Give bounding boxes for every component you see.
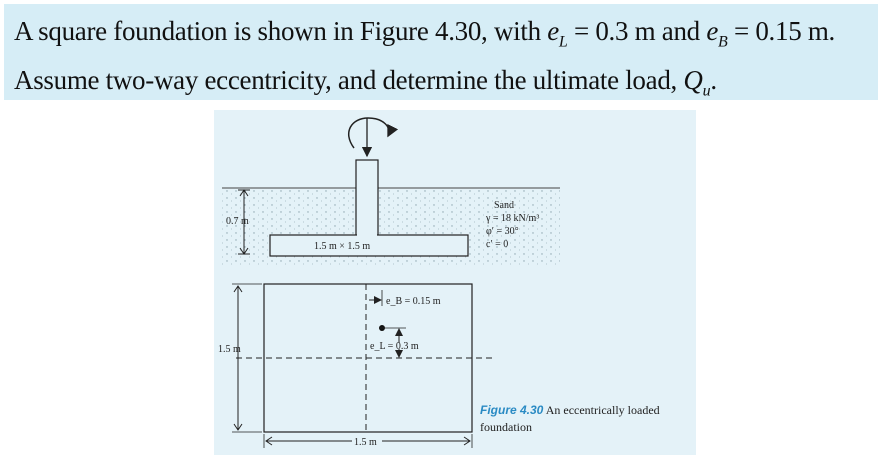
figure-caption — [480, 402, 700, 436]
eB-symbol: e — [706, 16, 719, 46]
eL-symbol: e — [547, 16, 559, 46]
eB-subscript: B — [718, 33, 728, 51]
width-label: 1.5 m — [354, 437, 377, 448]
soil-gamma: γ = 18 kN/m³ — [486, 213, 540, 224]
Q-subscript: u — [702, 82, 711, 100]
eL-subscript: L — [558, 33, 568, 51]
caption-text: An eccentrically loaded foundation — [480, 403, 660, 434]
depth-label: 0.7 m — [226, 216, 249, 227]
problem-text-part4: . — [710, 65, 717, 96]
figure-label: Figure 4.30 — [480, 403, 544, 417]
footing-label: 1.5 m × 1.5 m — [314, 241, 371, 252]
soil-cohesion: c′ = 0 — [486, 239, 509, 250]
length-label: 1.5 m — [218, 344, 241, 355]
column — [356, 160, 378, 238]
soil-phi: φ′ = 30° — [486, 226, 519, 237]
problem-text-part3: = 0.15 m. Assume two-way eccentricity, and determine the ultimate load, — [14, 16, 835, 96]
moment-arrow-icon — [349, 118, 389, 148]
Q-symbol: Q — [683, 65, 703, 96]
column-mask — [357, 234, 377, 237]
eB-label: e_B = 0.15 m — [386, 296, 441, 307]
problem-text-part1: A square foundation is shown in Figure 4.30, with — [14, 16, 548, 46]
problem-text-part2: = 0.3 m and — [567, 16, 707, 46]
eL-label: e_L = 0.3 m — [370, 341, 419, 352]
soil-name: Sand — [494, 200, 514, 211]
